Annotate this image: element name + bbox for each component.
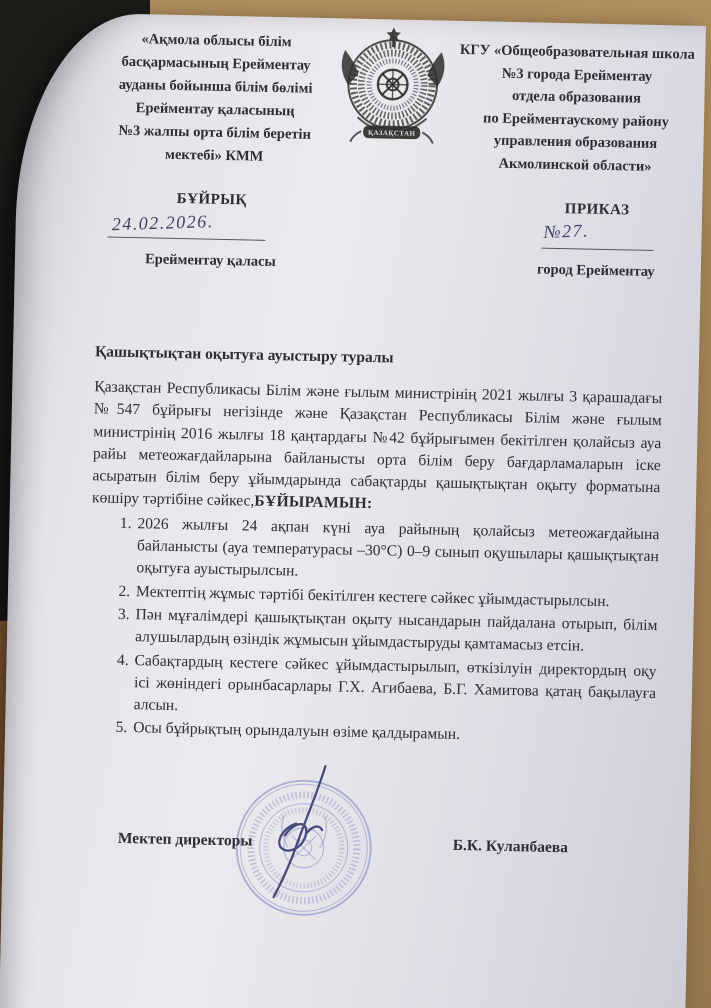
order-place-ru: город Ерейментау (536, 261, 655, 280)
org-name-ru-line: КГУ «Общеобразовательная школа (459, 41, 696, 63)
order-subject: Қашықтықтан оқытуға ауыстыру туралы (94, 343, 394, 367)
signature-row (84, 829, 653, 871)
number-underline (541, 248, 653, 251)
order-heading-russian (507, 200, 687, 282)
order-item: 3. Пән мұғалімдері қашықтықтан оқыту нысандарын пайдалана отырып, білім алушылардың өзіндік жұмысын ұйымдастыруды қамтамасыз етсін. (133, 604, 658, 660)
org-name-ru-line: управления образования (493, 132, 658, 153)
order-item: 1. 2026 жылғы 24 ақпан күні ауа райының қолайсыз метеожағдайына байланысты (ауа температурасы –30°С) 0–9 сынып оқушылары қашықтықтан оқытуға ауыстырылсын. (134, 513, 659, 591)
org-name-kk-line: «Ақмола облысы білім (141, 31, 292, 51)
org-name-russian (429, 38, 706, 179)
order-items-list (87, 512, 660, 751)
date-underline (107, 237, 265, 241)
order-title-kk: БҰЙРЫҚ (176, 190, 248, 209)
order-number-row (507, 222, 686, 256)
org-name-ru-line: по Ерейментаускому району (482, 109, 670, 130)
order-document-sheet (0, 12, 706, 1008)
order-place-kk: Ерейментау қаласы (144, 251, 277, 271)
org-name-ru-line: отдела образования (511, 87, 642, 107)
order-preamble (92, 376, 663, 522)
order-heading-kazakh (93, 189, 330, 272)
order-body (87, 376, 662, 752)
order-item: 5. Осы бұйрықтың орындалуын өзіме қалдырамын. (131, 718, 655, 751)
org-name-ru-line: Акмолинской области» (498, 155, 652, 175)
resolve-word: БҰЙЫРАМЫН: (254, 493, 373, 513)
signer-name: Б.К. Куланбаева (452, 836, 569, 857)
org-name-kk-line: №3 жалпы орта білім беретін (118, 122, 312, 143)
order-item: 2. Мектептің жұмыс тәртібі бекітілген кестеге сәйкес ұйымдастырылсын. (134, 581, 658, 614)
order-item: 4. Сабақтардың кестеге сәйкес ұйымдастырылып, өткізілуін директордың оқу ісі жөніндегі орынбасарлары Г.Х. Агибаева, Б.Г. Хамитова қатаң бақылауға алсын. (131, 650, 656, 728)
org-name-kk-line: басқармасының Ерейментау (121, 53, 311, 74)
signer-position: Мектеп директоры (117, 829, 253, 850)
order-title-ru: ПРИКАЗ (564, 201, 630, 219)
handwritten-date: 24.02.2026. (111, 211, 215, 235)
org-name-kk-line: Ерейментау қаласының (135, 100, 295, 120)
order-date-row (93, 211, 329, 246)
org-name-kk-line: мектебі» КММ (164, 146, 264, 165)
org-name-kazakh (85, 27, 346, 170)
preamble-text: Қазақстан Республикасы Білім және ғылым министрінің 2021 жылғы 3 қарашадағы №547 бұйрығы негізінде және Қазақстан Республикасы Білім және ғылым министрінің 2016 жылғы 18 қаңтардағы №42 бұйрығымен бекітілген қолайсыз ауа райы метеожағдайларына байланысты орта білім беру бағдарламаларын іске асыратын білім беру ұйымдарында сабақтарды қашықтықтан оқыту форматына көшіру тәртібіне сәйкес, (91, 378, 663, 511)
org-name-ru-line: №3 города Ерейментау (501, 65, 653, 85)
emblem-banner-text: ҚАЗАҚСТАН (367, 129, 416, 138)
handwritten-order-number: №27. (543, 220, 590, 242)
org-name-kk-line: ауданы бойынша білім бөлімі (118, 76, 313, 97)
